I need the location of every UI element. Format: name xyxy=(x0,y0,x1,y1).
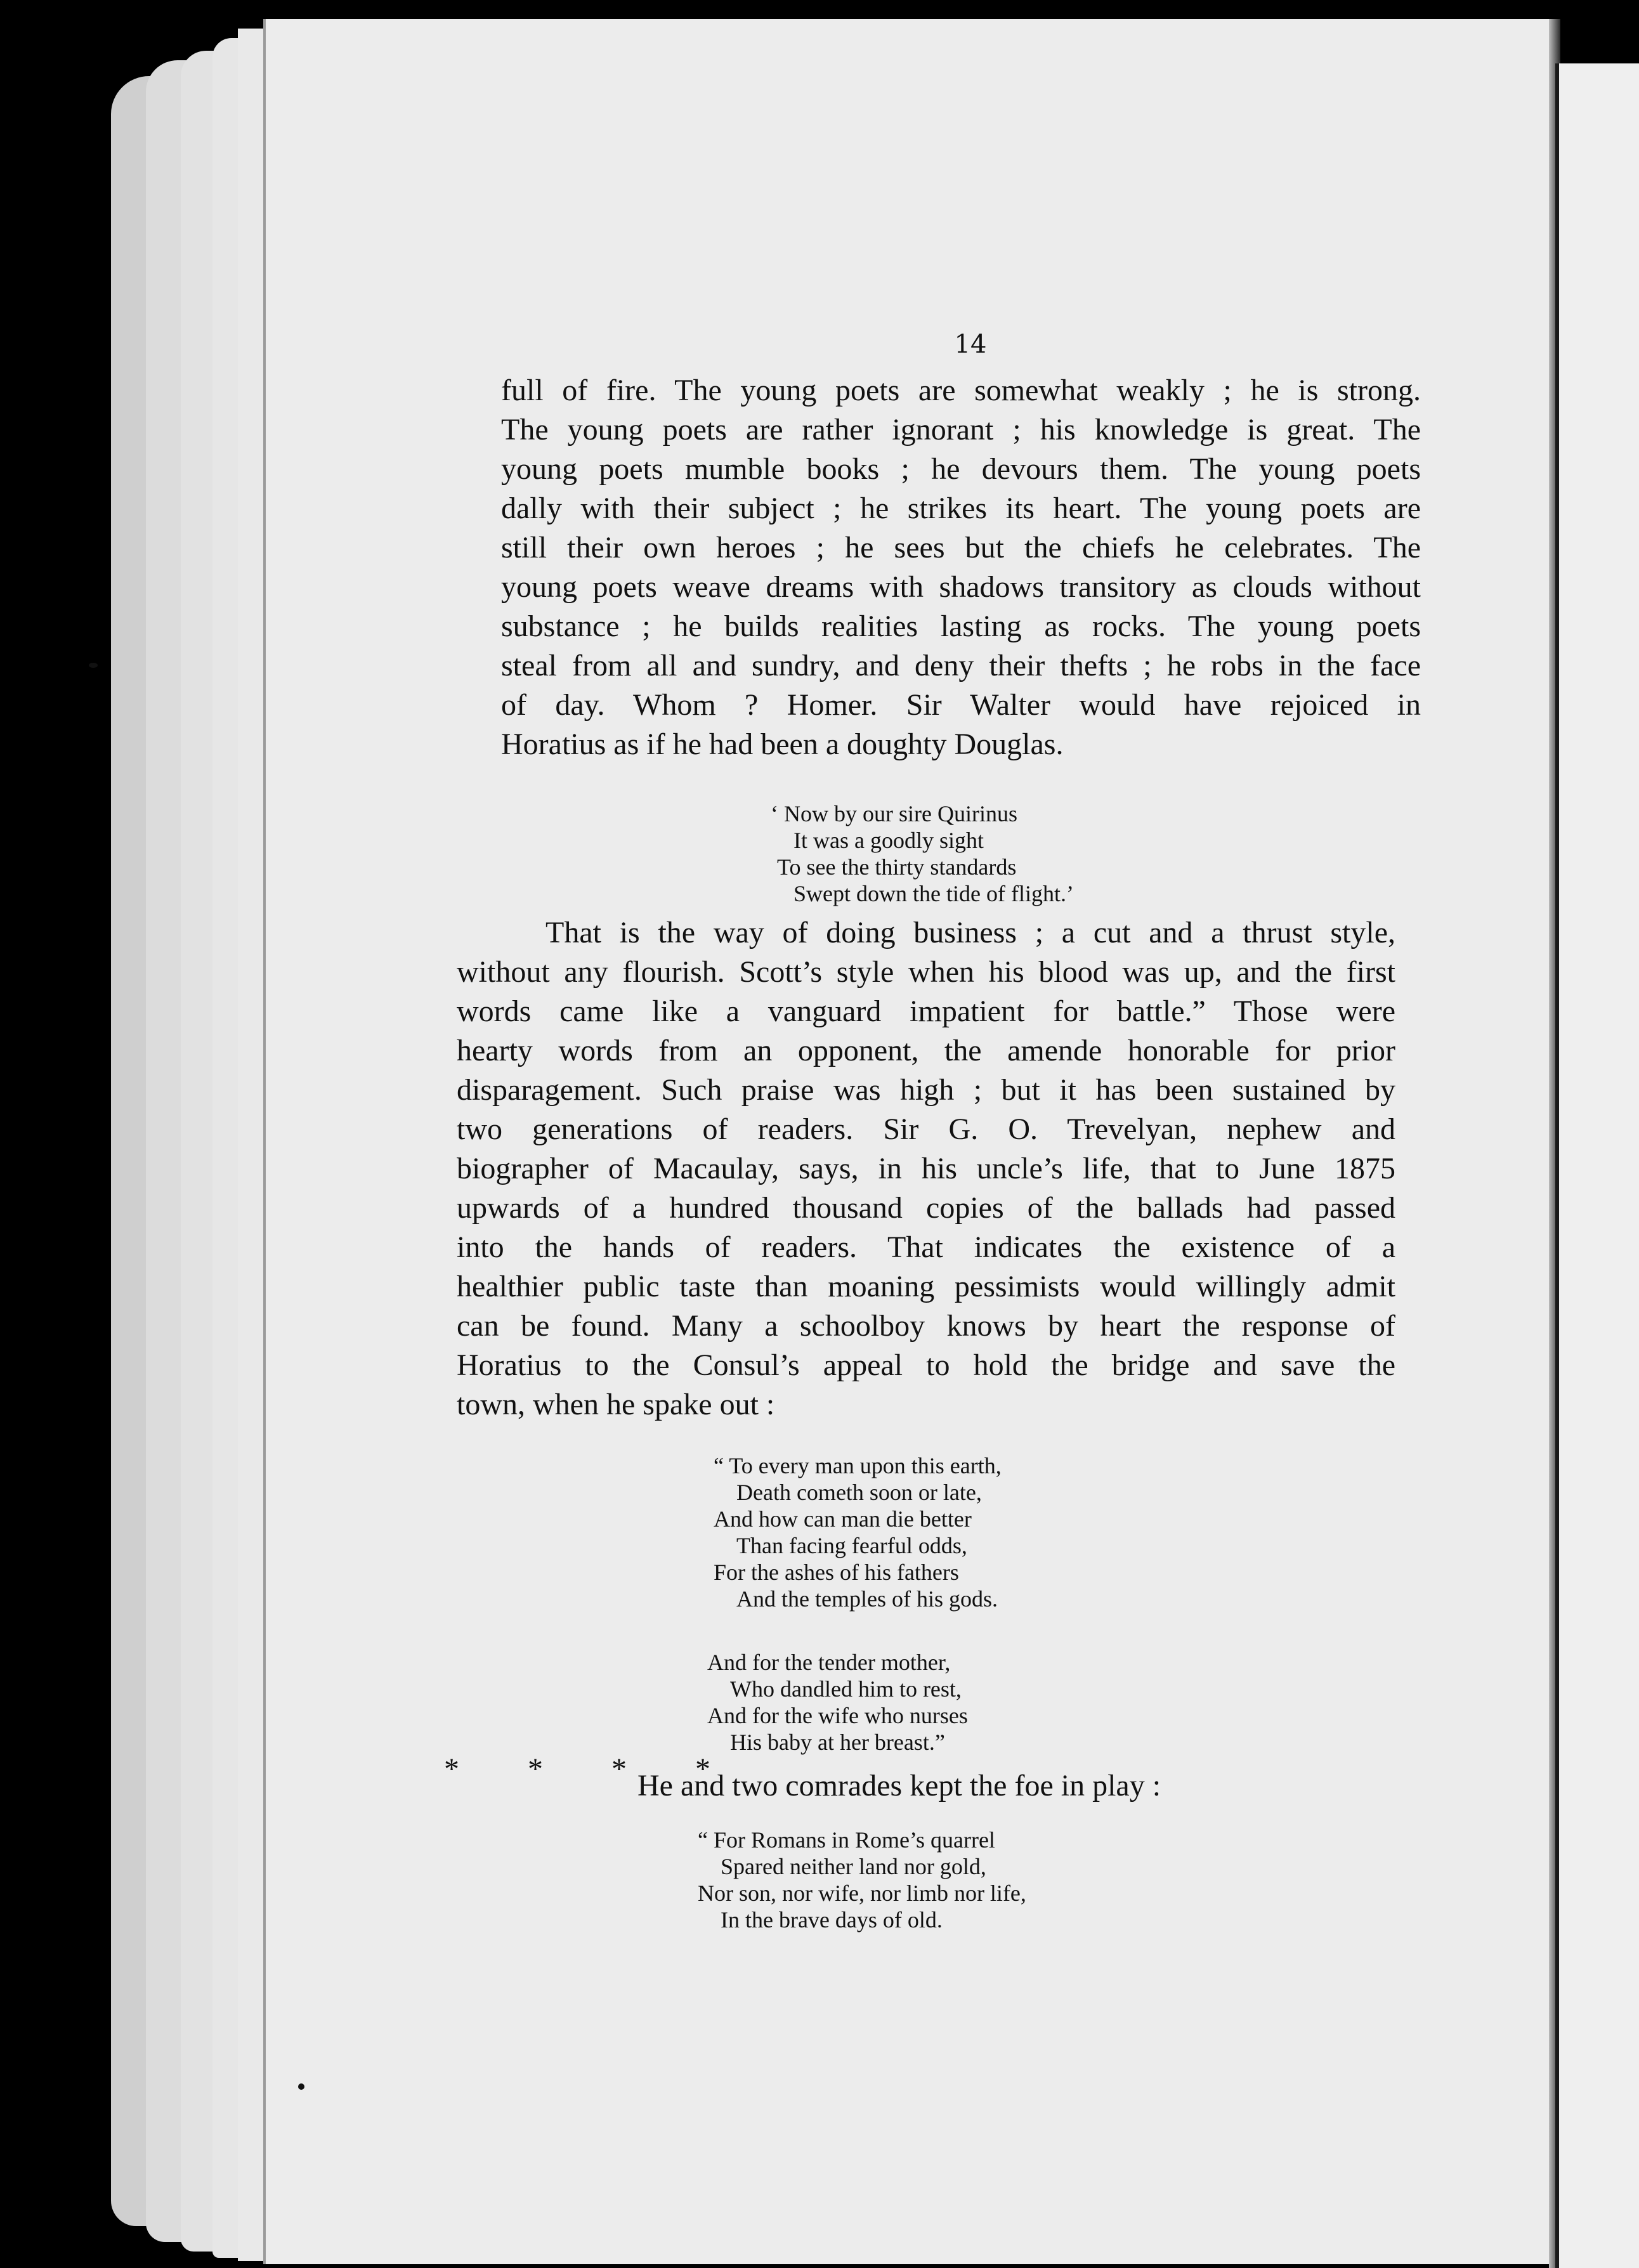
paragraph-3 xyxy=(637,1766,1272,1806)
text-line: of day. Whom ? Homer. Sir Walter would have rejoiced in xyxy=(501,688,1421,722)
text-line: hearty words from an opponent, the amende honorable for prior xyxy=(457,1034,1395,1067)
verse-line: Nor son, nor wife, nor limb nor life, xyxy=(698,1880,1026,1906)
verse-line: And how can man die better xyxy=(714,1506,972,1532)
verse-line: And for the wife who nurses xyxy=(707,1703,968,1728)
text-line: substance ; he builds realities lasting as rocks. The young poets xyxy=(501,609,1421,643)
text-line: The young poets are rather ignorant ; his knowledge is great. The xyxy=(501,413,1421,446)
text-line: two generations of readers. Sir G. O. Trevelyan, nephew and xyxy=(457,1112,1395,1146)
text-line: steal from all and sundry, and deny their thefts ; he robs in the face xyxy=(501,649,1421,682)
verse-line: Who dandled him to rest, xyxy=(730,1676,962,1702)
text-line: without any flourish. Scott’s style when his blood was up, and the first xyxy=(457,955,1395,989)
verse-line: Swept down the tide of flight.’ xyxy=(793,881,1074,906)
verse-line: And the temples of his gods. xyxy=(736,1586,998,1612)
text-line: can be found. Many a schoolboy knows by heart the response of xyxy=(457,1309,1395,1343)
text-line: into the hands of readers. That indicates the existence of a xyxy=(457,1230,1395,1264)
verse-line: “ For Romans in Rome’s quarrel xyxy=(698,1827,995,1853)
verse-quote-4 xyxy=(698,1827,1026,1933)
text-line: still their own heroes ; he sees but the chiefs he celebrates. The xyxy=(501,531,1421,564)
verse-line: Spared neither land nor gold, xyxy=(721,1854,986,1879)
paragraph-1 xyxy=(501,371,1421,764)
text-line: young poets weave dreams with shadows transitory as clouds without xyxy=(501,570,1421,604)
verse-quote-2 xyxy=(714,1452,1002,1612)
verse-line: Death cometh soon or late, xyxy=(736,1480,982,1505)
text-line: words came like a vanguard impatient for battle.” Those were xyxy=(457,994,1395,1028)
text-line: young poets mumble books ; he devours them. The young poets xyxy=(501,452,1421,486)
verse-quote-1 xyxy=(771,800,1074,907)
verse-line: And for the tender mother, xyxy=(707,1650,951,1675)
text-line: He and two comrades kept the foe in play : xyxy=(637,1769,1161,1802)
facing-page-edge xyxy=(1555,63,1639,2268)
verse-line: ‘ Now by our sire Quirinus xyxy=(771,801,1017,826)
scan-speck xyxy=(89,663,98,668)
verse-line: For the ashes of his fathers xyxy=(714,1560,959,1585)
verse-line: “ To every man upon this earth, xyxy=(714,1453,1002,1478)
paragraph-2 xyxy=(457,913,1395,1424)
verse-quote-3 xyxy=(707,1649,968,1756)
text-line: Horatius as if he had been a doughty Douglas. xyxy=(501,727,1064,761)
verse-line: To see the thirty standards xyxy=(777,854,1017,880)
text-line: That is the way of doing business ; a cut and a thrust style, xyxy=(545,916,1395,949)
text-line: upwards of a hundred thousand copies of the ballads had passed xyxy=(457,1191,1395,1225)
section-stars: * * * * xyxy=(444,1752,741,1786)
text-line: dally with their subject ; he strikes its heart. The young poets are xyxy=(501,492,1421,525)
text-line: biographer of Macaulay, says, in his uncle’s life, that to June 1875 xyxy=(457,1152,1395,1185)
verse-line: Than facing fearful odds, xyxy=(736,1533,967,1558)
text-line: healthier public taste than moaning pessimists would willingly admit xyxy=(457,1270,1395,1303)
text-line: town, when he spake out : xyxy=(457,1388,775,1421)
scan-speck xyxy=(298,2083,304,2090)
verse-line: In the brave days of old. xyxy=(721,1907,943,1932)
text-line: disparagement. Such praise was high ; but it has been sustained by xyxy=(457,1073,1395,1107)
page-number: 14 xyxy=(954,330,987,359)
verse-line: His baby at her breast.” xyxy=(730,1730,945,1755)
verse-line: It was a goodly sight xyxy=(793,828,984,853)
text-line: full of fire. The young poets are somewhat weakly ; he is strong. xyxy=(501,374,1421,407)
text-line: Horatius to the Consul’s appeal to hold the bridge and save the xyxy=(457,1348,1395,1382)
